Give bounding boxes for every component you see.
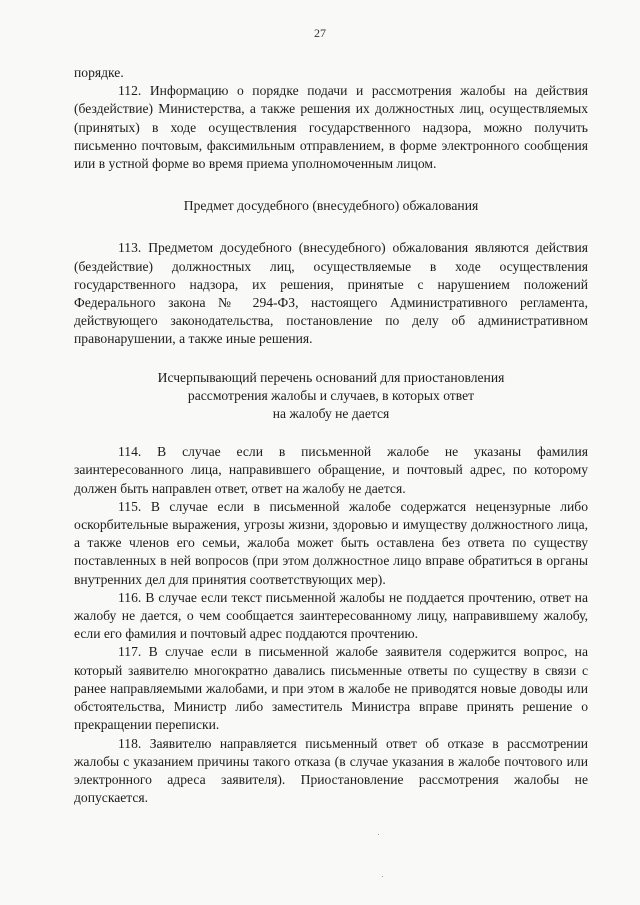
document-body bbox=[74, 64, 588, 807]
scan-speck bbox=[378, 834, 379, 835]
paragraph-114: 114. В случае если в письменной жалобе не указаны фамилия заинтересованного лица, направившего обращение, и почтовый адрес, по которому должен быть направлен ответ, ответ на жалобу не дается. bbox=[74, 444, 588, 496]
paragraph-116: 116. В случае если текст письменной жалобы не поддается прочтению, ответ на жалобу не дается, о чем сообщается заинтересованному лицу, направившему жалобу, если его фамилия и почтовый адрес поддаются прочтению. bbox=[74, 589, 588, 642]
paragraph-118: 118. Заявителю направляется письменный ответ об отказе в рассмотрении жалобы с указанием причины такого отказа (в случае указания в жалобе почтового или электронного адреса заявителя). Приостановление рассмотрения жалобы не допускается. bbox=[74, 735, 588, 806]
spacer bbox=[74, 173, 588, 197]
heading-line: на жалобу не дается bbox=[272, 406, 390, 422]
spacer bbox=[74, 423, 588, 443]
heading-line: Исчерпывающий перечень оснований для приостановления bbox=[157, 369, 505, 385]
paragraph-continuation: порядке. bbox=[74, 65, 124, 80]
paragraph-113: 113. Предметом досудебного (внесудебного) обжалования являются действия (бездействие) должностных лиц, осуществляемые в ходе осуществления государственного надзора, их решения, принятые с нарушением положений Федерального закона № 294-ФЗ, настоящего Административного регламента, действующего законодательства, постановление по делу об административном правонарушении, а также иные решения. bbox=[74, 240, 588, 347]
heading-line: рассмотрения жалобы и случаев, в которых ответ bbox=[187, 387, 475, 403]
section-heading-grounds bbox=[74, 369, 588, 424]
spacer bbox=[74, 215, 588, 239]
page-number: 27 bbox=[314, 26, 326, 40]
section-heading-subject: Предмет досудебного (внесудебного) обжалования bbox=[183, 198, 479, 214]
paragraph-117: 117. В случае если в письменной жалобе заявителя содержится вопрос, на который заявителю многократно давались письменные ответы по существу в связи с ранее направляемыми жалобами, и при этом в жалобе не приводятся новые доводы или обстоятельства, Министр либо заместитель Министра вправе принять решение о прекращении переписки. bbox=[74, 644, 588, 733]
paragraph-112: 112. Информацию о порядке подачи и рассмотрения жалобы на действия (бездействие) Министерства, а также решения их должностных лиц, осуществляемых (принятых) в ходе осуществления государственного надзора, можно получить письменно почтовым, факсимильным отправлением, в форме электронного сообщения или в устной форме во время приема уполномоченным лицом. bbox=[74, 83, 588, 172]
paragraph-115: 115. В случае если в письменной жалобе содержатся нецензурные либо оскорбительные выражения, угрозы жизни, здоровью и имуществу должностного лица, а также членов его семьи, жалоба может быть оставлена без ответа по существу поставленных в ней вопросов (при этом должностное лицо вправе обратиться в органы внутренних дел для принятия соответствующих мер). bbox=[74, 498, 588, 587]
spacer bbox=[74, 349, 588, 369]
scan-speck bbox=[382, 876, 383, 877]
